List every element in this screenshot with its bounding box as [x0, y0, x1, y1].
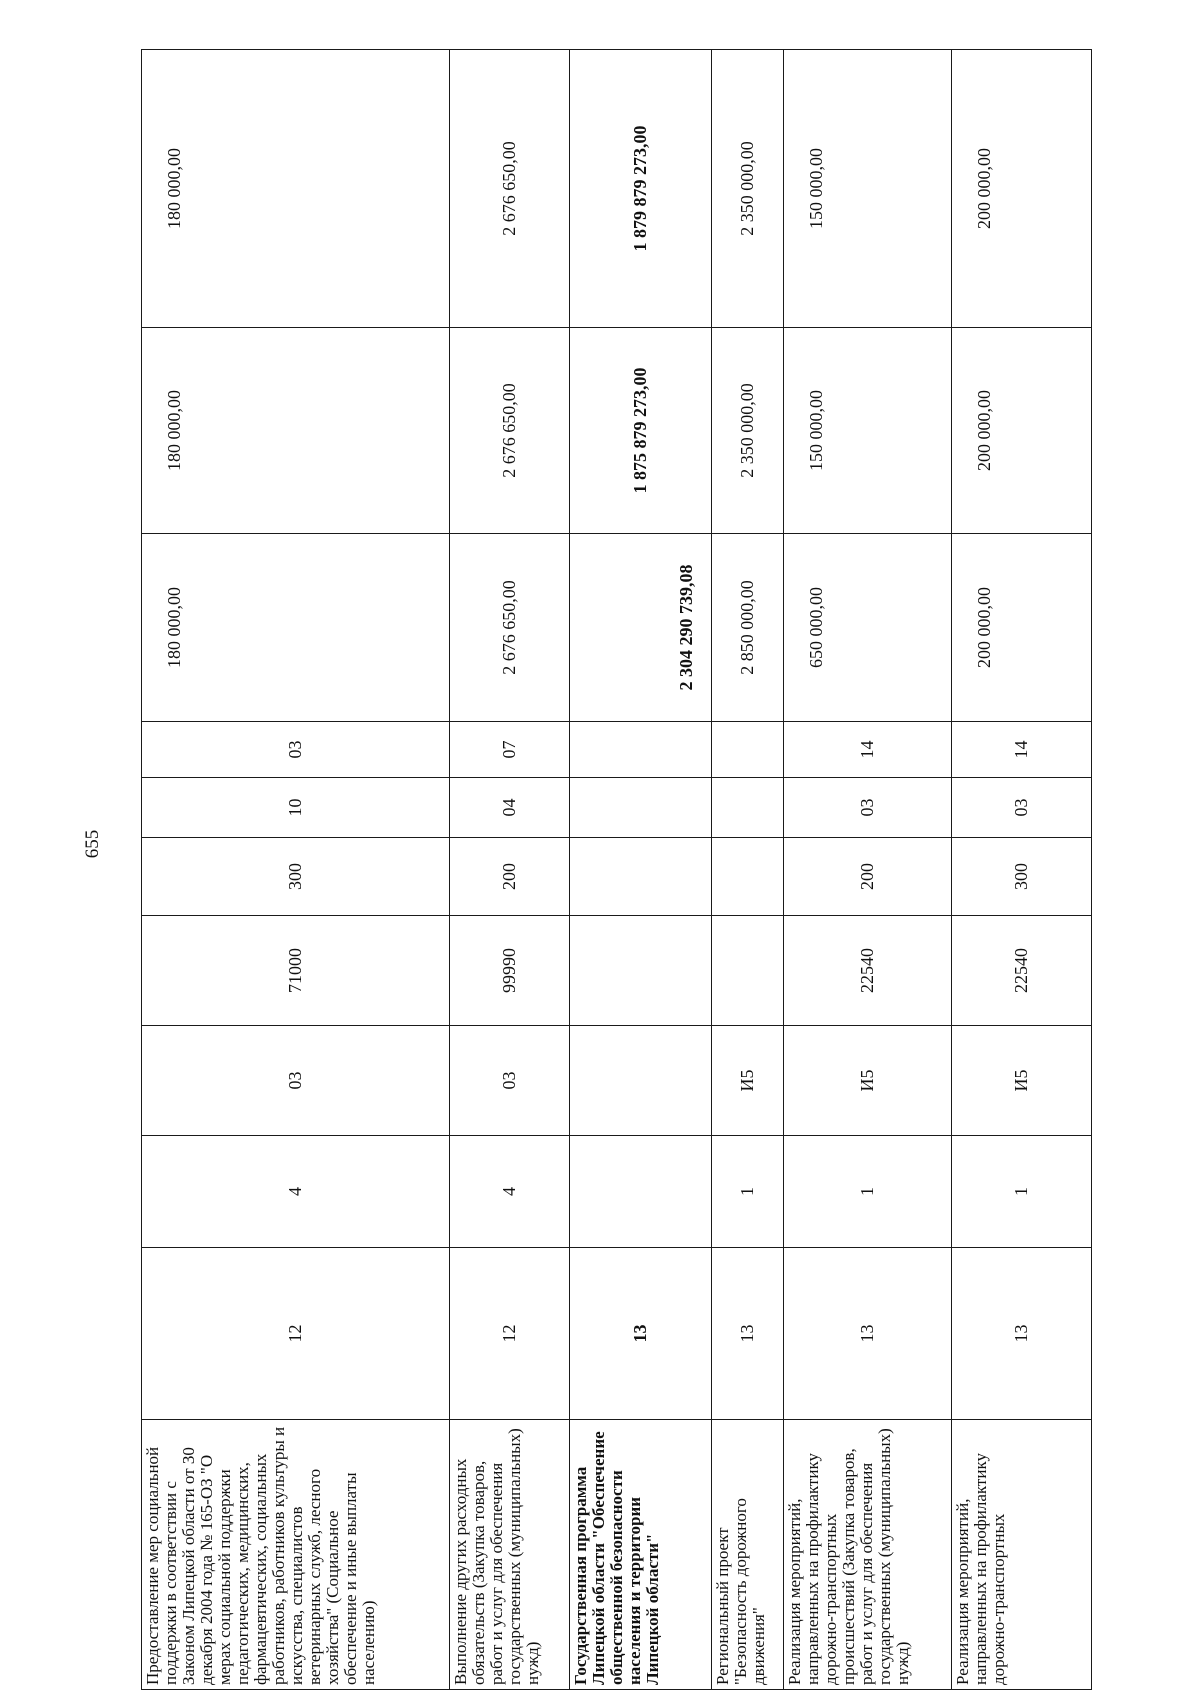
cell-sum-year2: 2 350 000,00 [712, 328, 784, 534]
cell-subsection: 03 [142, 722, 450, 778]
cell-direction: 22540 [952, 916, 1092, 1026]
cell-subsection: 14 [952, 722, 1092, 778]
cell-section [570, 778, 712, 838]
cell-sum-year1: 2 850 000,00 [712, 534, 784, 722]
budget-table-rotated [141, 50, 1091, 1690]
cell-main-event: И5 [952, 1026, 1092, 1136]
cell-section [712, 778, 784, 838]
cell-main-event [570, 1026, 712, 1136]
cell-expense-type [712, 838, 784, 916]
cell-sum-year1: 200 000,00 [952, 534, 1092, 722]
row-name: Реализация мероприятий, направленных на профилактику дорожно-транспортных происшествий (Закупка товаров, работ и услуг для обеспечения государственных (муниципальных) нужд) [784, 1420, 952, 1690]
cell-sum-year1: 2 676 650,00 [450, 534, 570, 722]
cell-direction: 99990 [450, 916, 570, 1026]
row-name: Реализация мероприятий, направленных на профилактику дорожно-транспортных [952, 1420, 1092, 1690]
cell-subsection: 14 [784, 722, 952, 778]
budget-table [141, 49, 1092, 1690]
cell-subprogram: 1 [784, 1136, 952, 1248]
cell-direction: 22540 [784, 916, 952, 1026]
cell-program: 12 [142, 1248, 450, 1420]
cell-section: 04 [450, 778, 570, 838]
cell-sum-year3: 1 879 879 273,00 [570, 50, 712, 328]
cell-expense-type: 300 [142, 838, 450, 916]
cell-expense-type [570, 838, 712, 916]
table-body [142, 50, 1092, 1690]
cell-main-event: 03 [450, 1026, 570, 1136]
cell-subprogram [570, 1136, 712, 1248]
cell-subsection [570, 722, 712, 778]
table-row [784, 50, 952, 1690]
table-row [712, 50, 784, 1690]
cell-main-event: И5 [784, 1026, 952, 1136]
row-name: Государственная программа Липецкой области "Обеспечение общественной безопасности населения и территории Липецкой области" [570, 1420, 712, 1690]
cell-main-event: И5 [712, 1026, 784, 1136]
cell-direction [570, 916, 712, 1026]
cell-expense-type: 300 [952, 838, 1092, 916]
row-name: Выполнение других расходных обязательств (Закупка товаров, работ и услуг для обеспечения государственных (муниципальных) нужд) [450, 1420, 570, 1690]
cell-program: 13 [712, 1248, 784, 1420]
cell-program: 13 [952, 1248, 1092, 1420]
cell-sum-year2: 1 875 879 273,00 [570, 328, 712, 534]
cell-expense-type: 200 [450, 838, 570, 916]
table-row [450, 50, 570, 1690]
cell-sum-year3: 150 000,00 [784, 50, 952, 328]
table-row-program [570, 50, 712, 1690]
cell-sum-year2: 150 000,00 [784, 328, 952, 534]
cell-sum-year1: 180 000,00 [142, 534, 450, 722]
cell-sum-year3: 200 000,00 [952, 50, 1092, 328]
cell-sum-year2: 200 000,00 [952, 328, 1092, 534]
cell-program: 13 [570, 1248, 712, 1420]
cell-section: 03 [952, 778, 1092, 838]
cell-sum-year2: 180 000,00 [142, 328, 450, 534]
row-name: Предоставление мер социальной поддержки в соответствии с Законом Липецкой области от 30 декабря 2004 года № 165-ОЗ "О мерах социальной поддержки педагогических, медицинских, фармацевтических, социальных работников, работников культуры и искусства, специалистов ветеринарных служб, лесного хозяйства" (Социальное обеспечение и иные выплаты населению) [142, 1420, 450, 1690]
cell-sum-year3: 2 350 000,00 [712, 50, 784, 328]
page-number: 655 [82, 829, 103, 859]
cell-main-event: 03 [142, 1026, 450, 1136]
cell-subsection: 07 [450, 722, 570, 778]
cell-subprogram: 4 [142, 1136, 450, 1248]
cell-program: 13 [784, 1248, 952, 1420]
cell-direction [712, 916, 784, 1026]
cell-sum-year2: 2 676 650,00 [450, 328, 570, 534]
cell-sum-year1: 2 304 290 739,08 [570, 534, 712, 722]
cell-subsection [712, 722, 784, 778]
table-row [952, 50, 1092, 1690]
row-name: Региональный проект "Безопасность дорожного движения" [712, 1420, 784, 1690]
cell-direction: 71000 [142, 916, 450, 1026]
cell-section: 03 [784, 778, 952, 838]
cell-subprogram: 1 [712, 1136, 784, 1248]
cell-section: 10 [142, 778, 450, 838]
cell-expense-type: 200 [784, 838, 952, 916]
cell-program: 12 [450, 1248, 570, 1420]
cell-subprogram: 1 [952, 1136, 1092, 1248]
cell-sum-year1: 650 000,00 [784, 534, 952, 722]
cell-subprogram: 4 [450, 1136, 570, 1248]
cell-sum-year3: 2 676 650,00 [450, 50, 570, 328]
cell-sum-year3: 180 000,00 [142, 50, 450, 328]
table-row [142, 50, 450, 1690]
